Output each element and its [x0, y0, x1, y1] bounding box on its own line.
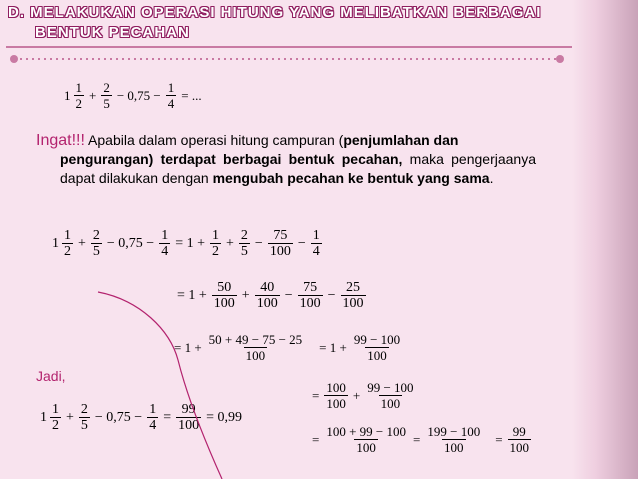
fraction: $\frac{1}{2}$ — [212, 228, 219, 259]
step-3: = 1 + $\frac{50 + 49 - 75 - 25}{100}$ = 1 + $\frac{99 - 100}{100}$ — [174, 332, 401, 363]
final-answer: 1 $\frac{1}{2}$ + $\frac{2}{5}$ − 0,75 − $\frac{1}{4}$ = $\frac{99}{100}$ = 0,99 — [40, 402, 243, 433]
step-1: 1 $\frac{1}{2}$ + $\frac{2}{5}$ − 0,75 − $\frac{1}{4}$ = 1 + $\frac{1}{2}$ + $\frac{2}{5}$ − $\frac{75}{100}$ − $\frac{1}{4}$ — [52, 228, 320, 259]
conclusion-label: Jadi, — [36, 368, 66, 384]
dotted-divider — [4, 54, 566, 64]
title-line-1: D. MELAKUKAN OPERASI HITUNG YANG MELIBATKAN BERBAGAI — [8, 4, 542, 21]
fraction: $\frac{50}{100}$ — [213, 280, 235, 311]
decorative-side-bar — [572, 0, 638, 479]
fraction: $\frac{100}{100}$ — [326, 380, 346, 411]
step-2: = 1 + $\frac{50}{100}$ + $\frac{40}{100}$ − $\frac{75}{100}$ − $\frac{25}{100}$ — [177, 280, 364, 311]
note-paragraph: Ingat!!! Apabila dalam operasi hitung campuran (penjumlahan dan pengurangan) terdapat berbagai bentuk pecahan, maka pengerjaanya dapat dilakukan dengan mengubah pecahan ke bentuk yang sama. — [36, 132, 536, 186]
fraction: $\frac{2}{5}$ — [92, 228, 100, 259]
problem-expression — [64, 80, 204, 111]
fraction: $\frac{100 + 99 - 100}{100}$ — [326, 424, 407, 455]
fraction: $\frac{1}{4}$ — [161, 228, 169, 259]
fraction: $\frac{1}{2}$ — [75, 80, 82, 111]
fraction: $\frac{75}{100}$ — [299, 280, 321, 311]
fraction: $\frac{75}{100}$ — [269, 228, 291, 259]
fraction: $\frac{1}{4}$ — [312, 228, 320, 259]
fraction: $\frac{50 + 49 - 75 - 25}{100}$ — [208, 332, 303, 363]
fraction: $\frac{99}{100}$ — [509, 424, 530, 455]
operator: = ... — [181, 87, 202, 103]
fraction: $\frac{25}{100}$ — [342, 280, 364, 311]
operator: − 0,75 − — [116, 87, 161, 103]
title-divider — [6, 46, 572, 48]
note-heading: Ingat!!! — [36, 132, 85, 149]
slide-title — [8, 3, 568, 43]
fraction: $\frac{99}{100}$ — [178, 402, 200, 433]
fraction: $\frac{1}{2}$ — [52, 402, 59, 433]
fraction: $\frac{199 - 100}{100}$ — [427, 424, 481, 455]
fraction: $\frac{99 - 100}{100}$ — [353, 332, 401, 363]
fraction: $\frac{40}{100}$ — [256, 280, 278, 311]
step-4: = $\frac{100}{100}$ + $\frac{99 - 100}{100}$ — [312, 380, 414, 411]
title-line-2: BENTUK PECAHAN — [35, 24, 190, 41]
fraction: $\frac{1}{2}$ — [64, 228, 71, 259]
fraction: $\frac{2}{5}$ — [80, 402, 88, 433]
fraction: $\frac{99 - 100}{100}$ — [367, 380, 414, 411]
operator: + — [89, 87, 97, 103]
step-5: = $\frac{100 + 99 - 100}{100}$ = $\frac{199 - 100}{100}$ = $\frac{99}{100}$ — [312, 424, 530, 455]
fraction: $\frac{1}{4}$ — [149, 402, 157, 433]
fraction: $\frac{2}{5}$ — [103, 80, 110, 111]
fraction: $\frac{2}{5}$ — [240, 228, 248, 259]
whole-number: 1 — [64, 87, 71, 103]
fraction: $\frac{1}{4}$ — [167, 80, 175, 111]
